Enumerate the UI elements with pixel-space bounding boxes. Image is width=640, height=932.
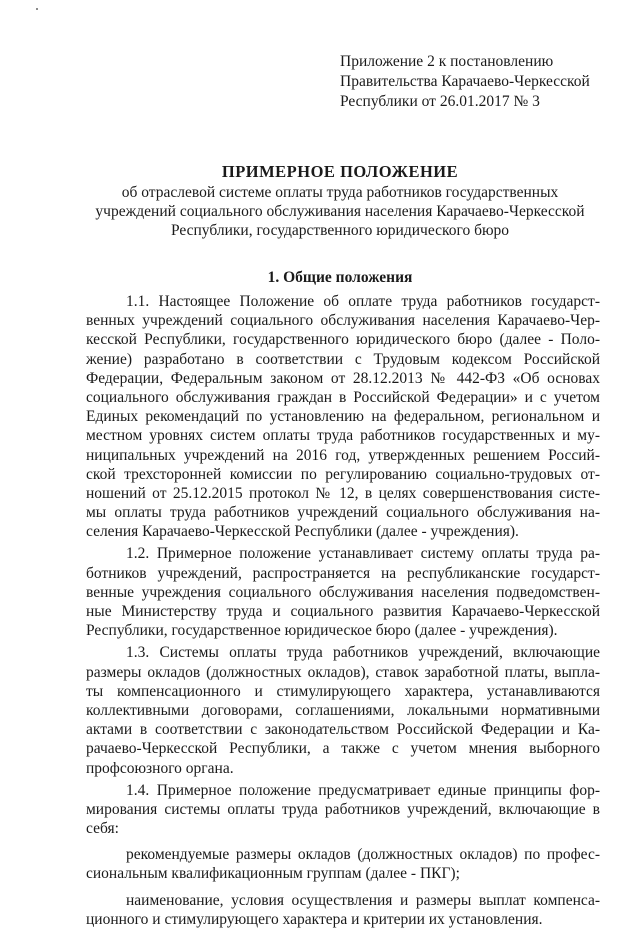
text-line: жение) разработано в соответствии с Трудовым кодексом Российской [86,350,600,368]
text-line: местном уровнях систем оплаты труда работников государственных и му- [86,427,600,445]
text-line: Федерации, Федеральным законом от 28.12.2013 № 442-ФЗ «Об основах [86,369,600,387]
paragraph [86,544,600,640]
appendix-line: Республики от 26.01.2017 № 3 [340,93,540,110]
text-line: рачаево-Черкесской Республики, а также с учетом мнения выборного [86,740,600,758]
text-line: наименование, условия осуществления и размеры выплат компенса- [126,891,600,909]
paragraph [86,292,600,541]
text-line: венные учреждения социального обслуживания населения подведомствен- [86,583,600,601]
text-line: венных учреждений социального обслуживания населения Карачаево-Чер- [86,312,600,330]
text-line: 1.2. Примерное положение устанавливает систему оплаты труда ра- [126,545,600,563]
text-line: профсоюзного органа. [86,759,234,777]
text-line: 1.4. Примерное положение предусматривает единые принципы фор- [126,781,600,799]
text-line: ботников учреждений, распространяется на республиканские государст- [86,564,600,582]
text-line: 1.1. Настоящее Положение об оплате труда работников государст- [126,293,600,310]
text-line: рекомендуемые размеры окладов (должностных окладов) по профес- [126,846,600,864]
text-line: ниципальных учреждений на 2016 год, утвержденных решением Россий- [86,446,600,464]
document-subtitle-line: об отраслевой системе оплаты труда работников государственных [121,184,559,201]
text-line: Единых рекомендаций по установлению на федеральном, региональном и [86,408,600,426]
paragraph [86,781,600,839]
document-body [86,292,600,932]
text-line: Республики, государственное юридическое бюро (далее - учреждения). [86,622,558,640]
appendix-line: Правительства Карачаево-Черкесской [340,73,590,90]
text-line: 1.3. Системы оплаты труда работников учреждений, включающие [126,644,600,662]
text-line: селения Карачаево-Черкесской Республики (далее - учреждения). [86,523,519,541]
text-line: ты компенсационного и стимулирующего характера, устанавливаются [86,682,600,700]
text-line: ционного и стимулирующего характера и критерии их установления. [86,910,543,928]
text-line: мирования системы оплаты труда работников учреждений, включающие в [86,800,600,818]
text-line: себя: [86,820,119,838]
document-subtitle-line: учреждений социального обслуживания населения Карачаево-Черкесской [95,203,585,220]
appendix-note [340,52,630,112]
document-subtitle-line: Республики, государственного юридического бюро [170,222,510,239]
text-line: социального обслуживания граждан в Российской Федерации» и с учетом [86,388,600,406]
list-item [86,891,600,929]
list-item [86,845,600,883]
text-line: ношений от 25.12.2015 протокол № 12, в целях совершенствования систе- [86,484,600,502]
text-line: актами в соответствии с законодательством Российской Федерации и Ка- [86,721,600,739]
paragraph [86,643,600,777]
text-line: ные Министерству труда и социального развития Карачаево-Черкесской [86,603,600,620]
text-line: ской трехсторонней комиссии по регулированию социально-трудовых от- [86,465,600,483]
text-line: размеры окладов (должностных окладов), ставок заработной платы, выпла- [86,663,600,681]
appendix-line: Приложение 2 к постановлению [340,53,554,70]
document-title: ПРИМЕРНОЕ ПОЛОЖЕНИЕ [221,162,459,181]
text-line: коллективными договорами, соглашениями, локальными нормативными [86,701,600,719]
text-line: сиональным квалификационным группам (далее - ПКГ); [86,865,460,883]
document-title-block [80,162,600,240]
section-heading: 1. Общие положения [267,269,413,286]
scan-speck [36,8,38,10]
text-line: кесской Республики, государственного юридического бюро (далее - Поло- [86,331,600,349]
text-line: мы оплаты труда работников учреждений социального обслуживания на- [86,504,600,522]
